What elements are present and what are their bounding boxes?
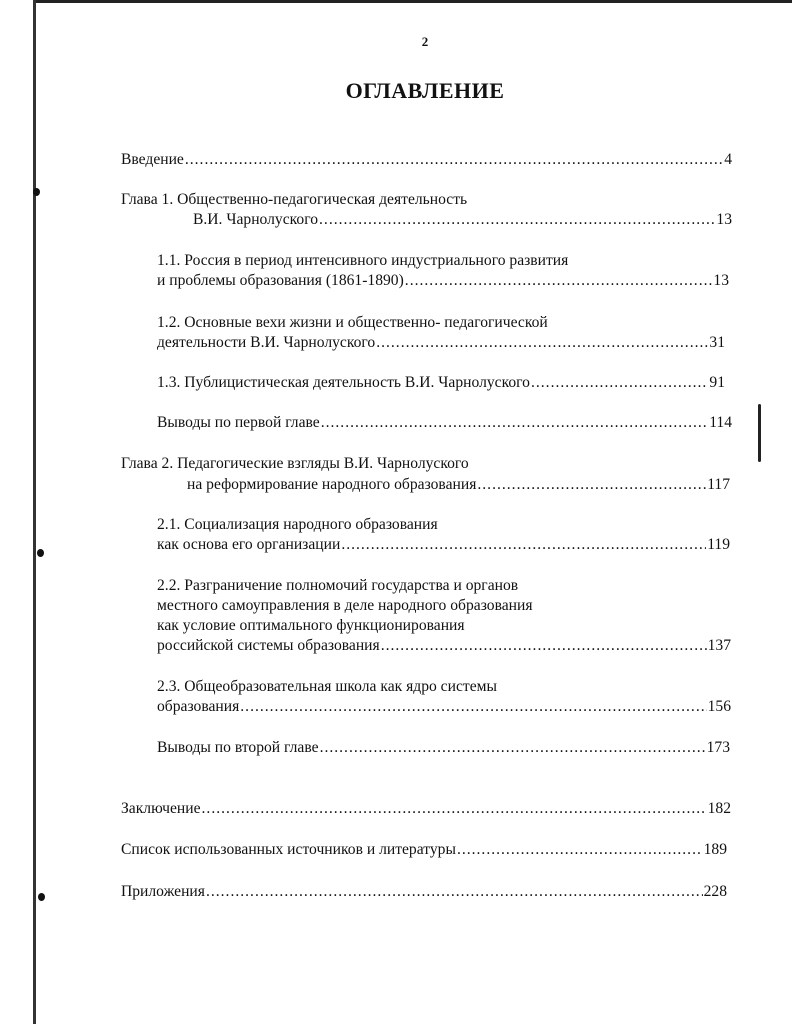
toc-page-number: 13 [716, 211, 732, 228]
toc-page-number: 137 [707, 637, 731, 654]
punch-hole-mark [37, 549, 44, 557]
toc-entry-title: деятельности В.И. Чарнолуского [157, 334, 376, 351]
dot-leader [531, 373, 708, 393]
dot-leader [457, 840, 703, 860]
page-number: 2 [421, 34, 429, 49]
dot-leader [202, 799, 707, 819]
toc-entry-intro[interactable] [121, 150, 732, 170]
toc-page-number: 189 [703, 841, 727, 858]
toc-entry-title: на реформирование народного образования [187, 476, 477, 493]
dot-leader [376, 333, 708, 353]
toc-page-number: 228 [703, 883, 727, 900]
toc-page-number: 114 [709, 414, 732, 431]
toc-entry-section-2-2[interactable] [157, 636, 731, 656]
dot-leader [321, 413, 708, 433]
dot-leader [319, 210, 715, 230]
dot-leader [240, 697, 706, 717]
toc-entry-title: Выводы по первой главе [157, 414, 320, 431]
toc-section-1-1-title[interactable]: 1.1. Россия в период интенсивного индустриального развития [157, 252, 569, 269]
toc-entry-chapter-1[interactable] [193, 210, 732, 230]
toc-page-number: 173 [706, 739, 730, 756]
toc-page-number: 156 [707, 698, 731, 715]
toc-section-2-2-line: как условие оптимального функционирования [157, 617, 465, 634]
toc-page-number: 4 [724, 151, 732, 168]
dot-leader [341, 535, 706, 555]
toc-entry-section-2-1[interactable] [157, 535, 730, 555]
punch-hole-mark [33, 188, 40, 196]
dot-leader [206, 882, 703, 902]
toc-entry-title: Заключение [121, 800, 201, 817]
toc-entry-chapter-2[interactable] [187, 475, 730, 495]
toc-entry-title: как основа его организации [157, 536, 341, 553]
toc-page-number: 119 [707, 536, 730, 553]
toc-entry-title: Приложения [121, 883, 205, 900]
toc-chapter-1-title[interactable]: Глава 1. Общественно-педагогическая деятельность [121, 191, 468, 208]
toc-section-2-2-title[interactable]: 2.2. Разграничение полномочий государства и органов [157, 577, 519, 594]
toc-entry-sources[interactable] [121, 840, 727, 860]
toc-entry-title: образования [157, 698, 240, 715]
toc-entry-title: 1.3. Публицистическая деятельность В.И. Чарнолуского [157, 374, 530, 391]
scan-right-mark [758, 404, 761, 462]
toc-section-2-3-title[interactable]: 2.3. Общеобразовательная школа как ядро системы [157, 678, 497, 695]
dot-leader [185, 150, 723, 170]
toc-entry-conclusions-1[interactable] [157, 413, 732, 433]
toc-entry-title: В.И. Чарнолуского [193, 211, 319, 228]
scan-top-edge [36, 0, 792, 3]
toc-entry-title: Введение [121, 151, 184, 168]
toc-entry-appendix[interactable] [121, 882, 727, 902]
toc-entry-section-1-3[interactable] [157, 373, 725, 393]
dot-leader [477, 475, 706, 495]
toc-entry-title: Список использованных источников и литературы [121, 841, 456, 858]
toc-entry-conclusions-2[interactable] [157, 738, 730, 758]
toc-section-2-2-line: местного самоуправления в деле народного образования [157, 597, 533, 614]
toc-page-number: 182 [707, 800, 731, 817]
dot-leader [320, 738, 706, 758]
toc-section-1-2-title[interactable]: 1.2. Основные вехи жизни и общественно- педагогической [157, 314, 548, 331]
toc-entry-title: российской системы образования [157, 637, 380, 654]
punch-hole-mark [38, 893, 45, 901]
toc-page-number: 13 [713, 272, 729, 289]
dot-leader [381, 636, 707, 656]
toc-section-2-1-title[interactable]: 2.1. Социализация народного образования [157, 516, 438, 533]
toc-entry-title: Выводы по второй главе [157, 739, 319, 756]
page-title: ОГЛАВЛЕНИЕ [345, 78, 505, 103]
toc-page-number: 117 [707, 476, 730, 493]
dot-leader [405, 271, 713, 291]
toc-page-number: 91 [709, 374, 725, 391]
toc-page-number: 31 [709, 334, 725, 351]
toc-entry-section-2-3[interactable] [157, 697, 731, 717]
toc-chapter-2-title[interactable]: Глава 2. Педагогические взгляды В.И. Чарнолуского [121, 455, 469, 472]
toc-entry-title: и проблемы образования (1861-1890) [157, 272, 404, 289]
scan-left-edge [33, 0, 36, 1024]
toc-entry-conclusion[interactable] [121, 799, 731, 819]
toc-entry-section-1-1[interactable] [157, 271, 729, 291]
toc-entry-section-1-2[interactable] [157, 333, 725, 353]
